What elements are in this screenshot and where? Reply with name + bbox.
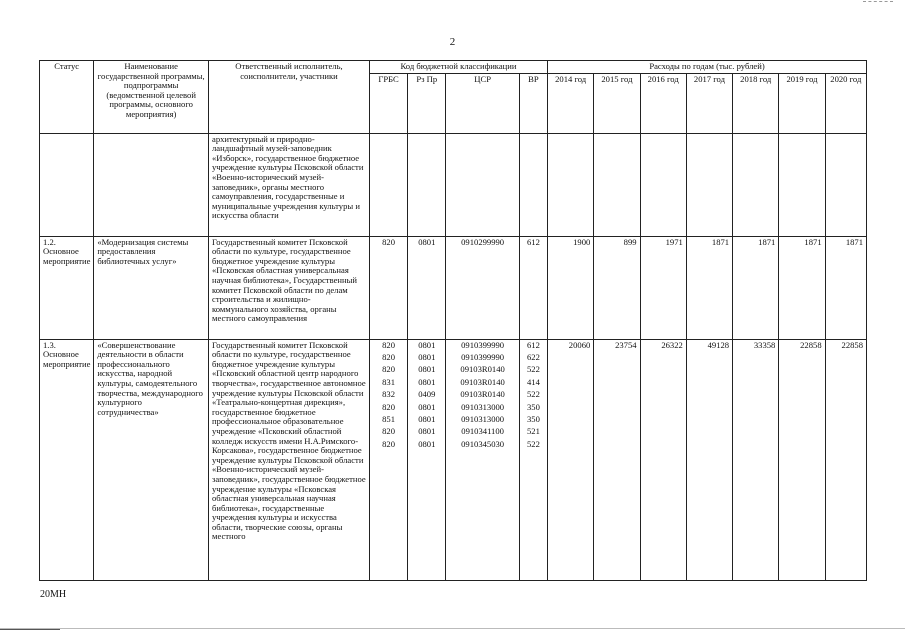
cell-executor: Государственный комитет Псковской области по культуре, государственное бюджетное учреждение культуры «Псковский областной центр народного творчества», государственное автономное учреждение культуры Псковской области «Театрально-концертная дирекция», государственное бюджетное профессиональное образовательное учреждение «Псковский областной колледж искусств имени Н.А.Римского-Корсакова», государственное бюджетное учреждение культуры Псковской области «Военно-исторический музей-заповедник», государственное бюджетное учреждение культуры «Псковская областная универсальная научная библиотека», государственные учреждения культуры и искусства области, творческие союзы, органы местного bbox=[209, 339, 370, 580]
cell-year-2016: 1971 bbox=[640, 236, 686, 339]
header-executor: Ответственный исполнитель, соисполнители, участники bbox=[209, 61, 370, 134]
csr-code: 0910399990 bbox=[461, 351, 505, 362]
cell-year-2014: 1900 bbox=[548, 236, 594, 339]
cell-year-2015: 23754 bbox=[594, 339, 640, 580]
header-year-2018: 2018 год bbox=[733, 73, 779, 133]
cell-name bbox=[94, 133, 209, 236]
program-table bbox=[39, 60, 867, 581]
grbs-code: 851 bbox=[382, 413, 395, 424]
vr-code: 350 bbox=[526, 413, 540, 424]
cell-csr: 0910299990 bbox=[446, 236, 519, 339]
header-status: Статус bbox=[40, 61, 94, 134]
csr-code: 09103R0140 bbox=[460, 376, 505, 387]
cell-rzpr: 0801 bbox=[408, 236, 446, 339]
vr-code: 522 bbox=[526, 438, 540, 449]
grbs-code: 820 bbox=[382, 351, 395, 362]
cell-year-2020 bbox=[825, 133, 866, 236]
header-year-2020: 2020 год bbox=[825, 73, 866, 133]
header-rzpr: Рз Пр bbox=[408, 73, 446, 133]
vr-code: 622 bbox=[526, 351, 540, 362]
cell-year-2018 bbox=[733, 133, 779, 236]
csr-code: 09103R0140 bbox=[460, 389, 505, 400]
cell-grbs-list bbox=[369, 339, 407, 580]
cell-name: «Совершенствование деятельности в области профессионального искусства, народной культуры, самодеятельного творчества, международного культурного сотрудничества» bbox=[94, 339, 209, 580]
grbs-code: 820 bbox=[382, 426, 395, 437]
scan-artifact-bottom bbox=[0, 628, 905, 629]
cell-executor: архитектурный и природно-ландшафтный музей-заповедник «Изборск», государственное бюджетное учреждение культуры Псковской области «Военно-исторический музей-заповедник», органы местного самоуправления, государственные и муниципальные учреждения культуры и искусства области bbox=[209, 133, 370, 236]
rzpr-code: 0801 bbox=[418, 351, 436, 362]
cell-status: 1.2. Основное мероприятие bbox=[40, 236, 94, 339]
cell-csr bbox=[446, 133, 519, 236]
page-number: 2 bbox=[449, 36, 456, 48]
vr-code: 522 bbox=[526, 364, 540, 375]
grbs-code: 820 bbox=[382, 438, 395, 449]
cell-status: 1.3. Основное мероприятие bbox=[40, 339, 94, 580]
grbs-code: 831 bbox=[382, 376, 395, 387]
vr-code: 350 bbox=[526, 401, 540, 412]
csr-code: 0910313000 bbox=[461, 401, 505, 412]
scan-artifact-top bbox=[863, 1, 893, 3]
cell-year-2019: 22858 bbox=[779, 339, 825, 580]
rzpr-code: 0801 bbox=[418, 401, 436, 412]
cell-year-2015 bbox=[594, 133, 640, 236]
cell-name: «Модернизация системы предоставления библиотечных услуг» bbox=[94, 236, 209, 339]
header-csr: ЦСР bbox=[446, 73, 519, 133]
cell-year-2016: 26322 bbox=[640, 339, 686, 580]
cell-csr-list bbox=[446, 339, 519, 580]
header-row-top bbox=[40, 61, 867, 74]
vr-code: 521 bbox=[526, 426, 540, 437]
header-year-2017: 2017 год bbox=[686, 73, 732, 133]
rzpr-code: 0801 bbox=[418, 438, 436, 449]
grbs-code: 820 bbox=[382, 364, 395, 375]
rzpr-code: 0801 bbox=[418, 413, 436, 424]
header-grbs: ГРБС bbox=[369, 73, 407, 133]
header-year-2019: 2019 год bbox=[779, 73, 825, 133]
cell-year-2014: 20060 bbox=[548, 339, 594, 580]
cell-year-2020: 22858 bbox=[825, 339, 866, 580]
header-vr: ВР bbox=[519, 73, 547, 133]
rzpr-code: 0409 bbox=[418, 389, 436, 400]
vr-code: 522 bbox=[526, 389, 540, 400]
cell-year-2019 bbox=[779, 133, 825, 236]
header-year-2016: 2016 год bbox=[640, 73, 686, 133]
cell-year-2018: 33358 bbox=[733, 339, 779, 580]
cell-year-2017 bbox=[686, 133, 732, 236]
cell-rzpr bbox=[408, 133, 446, 236]
grbs-code: 832 bbox=[382, 389, 395, 400]
csr-code: 0910345030 bbox=[461, 438, 505, 449]
cell-year-2015: 899 bbox=[594, 236, 640, 339]
cell-vr-list bbox=[519, 339, 547, 580]
cell-year-2017: 1871 bbox=[686, 236, 732, 339]
table-row bbox=[40, 236, 867, 339]
grbs-code: 820 bbox=[382, 401, 395, 412]
csr-code: 0910341100 bbox=[461, 426, 504, 437]
scan-artifact-dash bbox=[0, 629, 60, 630]
cell-vr bbox=[519, 133, 547, 236]
cell-year-2014 bbox=[548, 133, 594, 236]
cell-grbs bbox=[369, 133, 407, 236]
footer-code: 20МН bbox=[40, 589, 67, 600]
csr-code: 09103R0140 bbox=[460, 364, 505, 375]
rzpr-code: 0801 bbox=[418, 339, 436, 350]
csr-code: 0910399990 bbox=[461, 339, 505, 350]
vr-code: 612 bbox=[526, 339, 540, 350]
vr-code: 414 bbox=[526, 376, 540, 387]
cell-executor: Государственный комитет Псковской области по культуре, государственное бюджетное учреждение культуры «Псковская областная универсальная научная библиотека», Государственный комитет Псковской области по делам строительства и жилищно-коммунального хозяйства, органы местного самоуправления bbox=[209, 236, 370, 339]
header-expenses: Расходы по годам (тыс. рублей) bbox=[548, 61, 867, 74]
cell-grbs: 820 bbox=[369, 236, 407, 339]
header-year-2015: 2015 год bbox=[594, 73, 640, 133]
rzpr-code: 0801 bbox=[418, 376, 436, 387]
grbs-code: 820 bbox=[382, 339, 395, 350]
cell-year-2017: 49128 bbox=[686, 339, 732, 580]
header-budget-code: Код бюджетной классификации bbox=[369, 61, 547, 74]
cell-status bbox=[40, 133, 94, 236]
rzpr-code: 0801 bbox=[418, 364, 436, 375]
cell-year-2020: 1871 bbox=[825, 236, 866, 339]
rzpr-code: 0801 bbox=[418, 426, 436, 437]
cell-rzpr-list bbox=[408, 339, 446, 580]
header-name: Наименование государственной программы, подпрограммы (ведомственной целевой программы, основного мероприятия) bbox=[94, 61, 209, 134]
header-year-2014: 2014 год bbox=[548, 73, 594, 133]
cell-vr: 612 bbox=[519, 236, 547, 339]
cell-year-2019: 1871 bbox=[779, 236, 825, 339]
cell-year-2016 bbox=[640, 133, 686, 236]
table-row bbox=[40, 133, 867, 236]
csr-code: 0910313000 bbox=[461, 413, 505, 424]
table-row bbox=[40, 339, 867, 580]
cell-year-2018: 1871 bbox=[733, 236, 779, 339]
